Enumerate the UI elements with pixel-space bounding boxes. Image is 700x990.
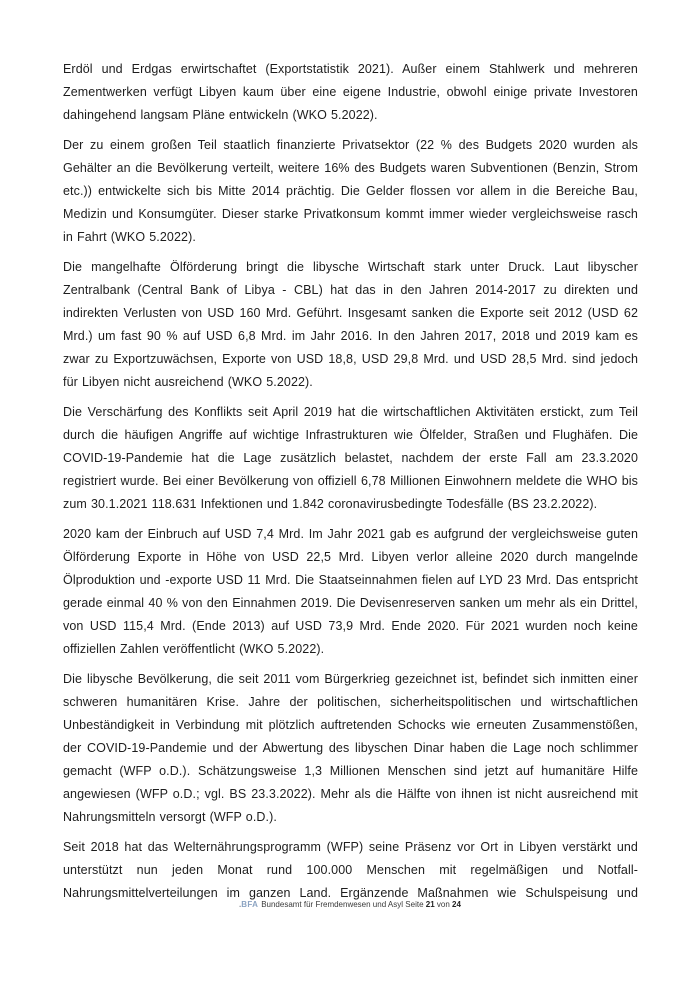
footer-page-word: Seite bbox=[405, 900, 424, 909]
footer-page-total: 24 bbox=[452, 900, 461, 909]
footer-page-current: 21 bbox=[425, 900, 435, 909]
paragraph-oil-exports: Die mangelhafte Ölförderung bringt die libysche Wirtschaft stark unter Druck. Laut libyscher Zentralbank (Central Bank of Libya - CBL) hat das in den Jahren 2014-2017 zu direkten und indirekten Verlusten von USD 160 Mrd. Geführt. Insgesamt sanken die Exporte seit 2012 (USD 62 Mrd.) um fast 90 % auf USD 6,8 Mrd. im Jahr 2016. In den Jahren 2017, 2018 und 2019 kam es zwar zu Exportzuwächsen, Exporte von USD 18,8, USD 29,8 Mrd. und USD 28,5 Mrd. sind jedoch für Libyen nicht ausreichend (WKO 5.2022). bbox=[63, 260, 638, 389]
paragraph-wfp: Seit 2018 hat das Welternährungsprogramm (WFP) seine Präsenz vor Ort in Libyen verstärkt und unterstützt nun jeden Monat rund 100.000 Menschen mit regelmäßigen und Notfall-Nahrungsmittelverteilungen im ganzen Land. Ergänzende Maßnahmen wie Schulspeisung und bbox=[63, 840, 638, 900]
paragraph-humanitarian-crisis: Die libysche Bevölkerung, die seit 2011 vom Bürgerkrieg gezeichnet ist, befindet sich inmitten einer schweren humanitären Krise. Jahre der politischen, sicherheitspolitischen und wirtschaftlichen Unbeständigkeit in Verbindung mit plötzlich auftretenden Schocks wie erneuten Zusammenstößen, der COVID-19-Pandemie und der Abwertung des libyschen Dinar haben die Lage noch schlimmer gemacht (WFP o.D.). Schätzungsweise 1,3 Millionen Menschen sind jetzt auf humanitäre Hilfe angewiesen (WFP o.D.; vgl. BS 23.3.2022). Mehr als die Hälfte von ihnen ist nicht ausreichend mit Nahrungsmitteln versorgt (WFP o.D.). bbox=[63, 672, 638, 824]
footer-of-word: von bbox=[436, 900, 450, 909]
paragraph-conflict-covid: Die Verschärfung des Konflikts seit April 2019 hat die wirtschaftlichen Aktivitäten erstickt, zum Teil durch die häufigen Angriffe auf wichtige Infrastrukturen wie Ölfelder, Straßen und Flughäfen. Die COVID-19-Pandemie hat die Lage zusätzlich belastet, nachdem der erste Fall am 23.3.2020 registriert wurde. Bei einer Bevölkerung von offiziell 6,78 Millionen Einwohnern meldete die WHO bis zum 30.1.2021 118.631 Infektionen und 1.842 coronavirusbedingte Todesfälle (BS 23.2.2022). bbox=[63, 405, 638, 511]
bfa-logo-dot: . bbox=[239, 900, 242, 909]
paragraph-industry: Erdöl und Erdgas erwirtschaftet (Exportstatistik 2021). Außer einem Stahlwerk und mehreren Zementwerken verfügt Libyen kaum über eine eigene Industrie, obwohl einige private Investoren dahingehend langsam Pläne entwickeln (WKO 5.2022). bbox=[63, 62, 638, 122]
bfa-logo-text: BFA bbox=[241, 900, 259, 909]
paragraph-2020-figures: 2020 kam der Einbruch auf USD 7,4 Mrd. Im Jahr 2021 gab es aufgrund der vergleichsweise guten Ölförderung Exporte in Höhe von USD 22,5 Mrd. Libyen verlor alleine 2020 durch mangelnde Ölproduktion und -exporte USD 11 Mrd. Die Staatseinnahmen fielen auf LYD 23 Mrd. Das entspricht gerade einmal 40 % von den Einnahmen 2019. Die Devisenreserven sanken um mehr als ein Drittel, von USD 115,4 Mrd. (Ende 2013) auf USD 73,9 Mrd. Ende 2020. Für 2021 wurden noch keine offiziellen Zahlen veröffentlicht (WKO 5.2022). bbox=[63, 527, 638, 656]
bfa-logo bbox=[239, 900, 261, 909]
footer-org-name: Bundesamt für Fremdenwesen und Asyl bbox=[261, 900, 404, 909]
paragraph-private-sector: Der zu einem großen Teil staatlich finanzierte Privatsektor (22 % des Budgets 2020 wurden als Gehälter an die Bevölkerung verteilt, weitere 16% des Budgets waren Subventionen (Benzin, Strom etc.)) entwickelte sich bis Mitte 2014 prächtig. Die Gelder flossen vor allem in die Bereiche Bau, Medizin und Konsumgüter. Dieser starke Privatkonsum kommt immer wieder vergleichsweise rasch in Fahrt (WKO 5.2022). bbox=[63, 138, 638, 244]
page-footer bbox=[0, 899, 700, 911]
document-body bbox=[63, 58, 638, 912]
